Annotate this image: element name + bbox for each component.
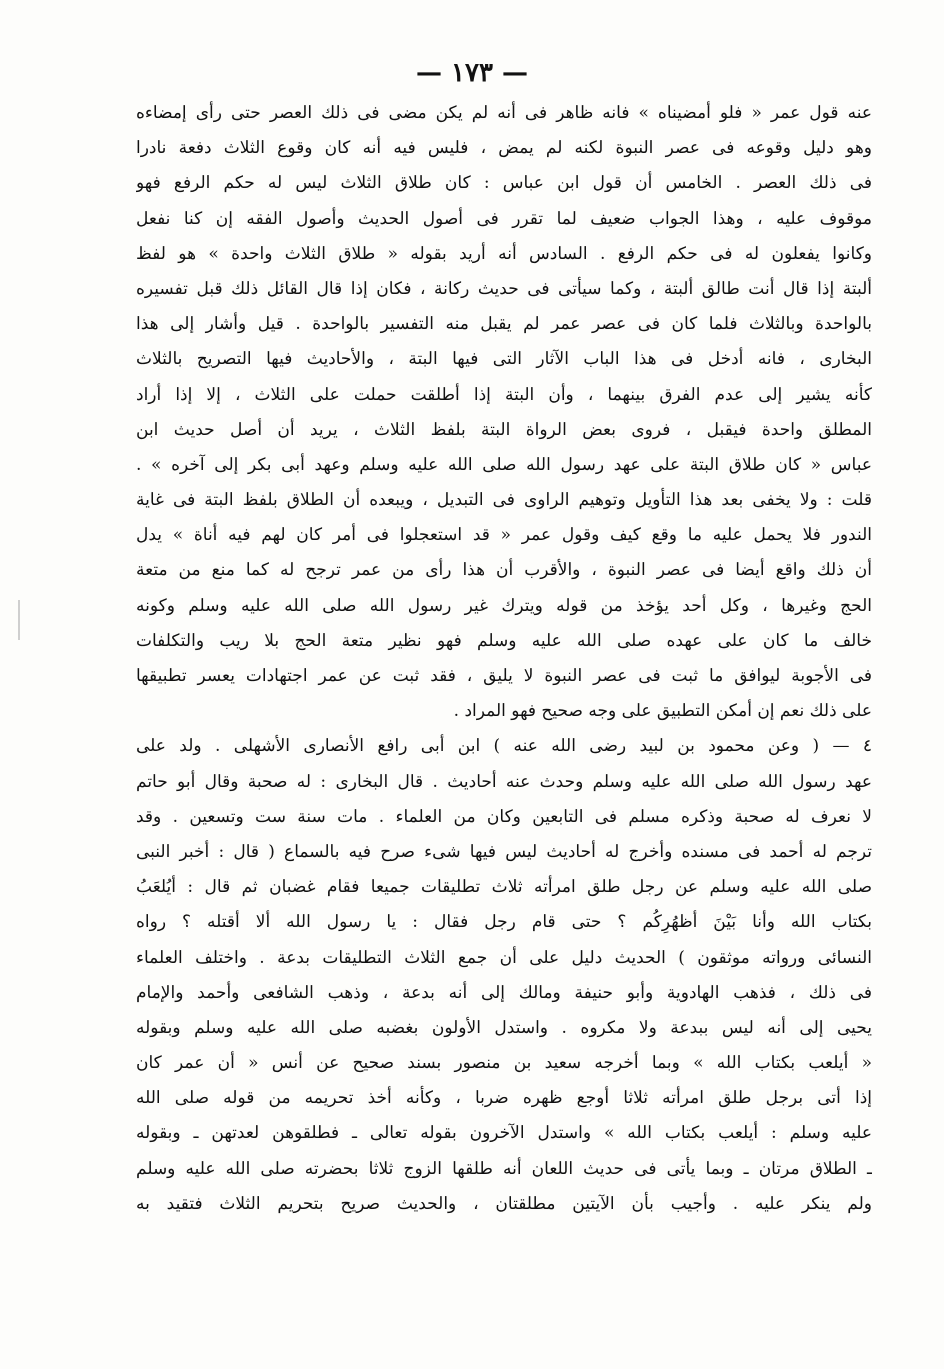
text-line: كأنه يشير إلى عدم الفرق بينهما ، وأن البتة إذا أطلقت حملت على الثلاث ، إلا إذا أراد	[136, 384, 872, 405]
text-line: المطلق واحدة فيقبل ، فروى بعض الرواة البتة بلفظ الثلاث ، يريد أن أصل حديث ابن	[136, 419, 872, 440]
text-line: وهو دليل وقوعه فى عصر النبوة لكنه لم يمض ، فليس فيه أنه كان وقوع الثلاث دفعة نادرا	[136, 138, 872, 159]
text-line: عباس « كان طلاق البتة على عهد رسول الله صلى الله عليه وسلم وعهد أبى بكر إلى آخره » .	[136, 454, 872, 475]
text-line: الحج وغيرها ، وكل أحد يؤخذ من قوله ويترك غير رسول الله صلى الله عليه وسلم وكونه	[136, 595, 872, 616]
paragraph-end-line: على ذلك نعم إن أمكن التطبيق على وجه صحيح فهو المراد .	[453, 701, 872, 722]
text-line: الندور فلا يحمل عليه ما وقع كيف وقول عمر « قد استعجلوا فى أمر كان لهم فيه أناة » يدل	[136, 525, 872, 546]
text-line: عليه وسلم : أيلعب بكتاب الله » واستدل الآخرون بقوله تعالى ـ فطلقوهن لعدتهن ـ وبقوله	[136, 1123, 872, 1144]
margin-mark	[18, 600, 20, 640]
text-line: فى ذلك العصر . الخامس أن قول ابن عباس : كان طلاق الثلاث ليس له حكم الرفع فهو	[136, 173, 872, 194]
text-line: لا نعرف له صحبة وذكره مسلم فى التابعين وكان من العلماء . مات سنة ست وتسعين . وقد	[136, 806, 872, 827]
text-line: قلت : ولا يخفى بعد هذا التأويل وتوهيم الراوى فى التبديل ، ويبعده أن الطلاق بلفظ البتة فى غاية	[136, 490, 872, 511]
text-line: النسائى ورواته موثقون ) الحديث دليل على أن جمع الثلاث التطليقات بدعة . واختلف العلماء	[136, 947, 872, 968]
text-line: وكانوا يفعلون له فى حكم الرفع . السادس أنه أريد بقوله « طلاق الثلاث واحدة » هو لفظ	[136, 243, 872, 264]
text-line: بكتاب الله وأنا بَيْنَ أظهُرِكُم ؟ حتى قام رجل فقال : يا رسول الله ألا أقتله ؟ رواه	[136, 912, 872, 933]
text-line: عهد رسول الله صلى الله عليه وسلم وحدث عنه أحاديث . قال البخارى : له صحبة وقال أبو حاتم	[136, 771, 872, 792]
text-line: يحيى إلى أنه ليس ببدعة ولا مكروه . واستدل الأولون بغضبه صلى الله عليه وسلم وبقوله	[136, 1017, 872, 1038]
text-line: فى ذلك ، فذهب الهادوية وأبو حنيفة ومالك إلى أنه بدعة ، وذهب الشافعى وأحمد والإمام	[136, 982, 872, 1003]
text-line: ألبتة إذا قال أنت طالق ألبتة ، وكما سيأتى فى حديث ركانة ، فكان إذا قال القائل ذلك قبل تفسيره	[136, 278, 872, 299]
text-line: ولم ينكر عليه . وأجيب بأن الآيتين مطلقتان ، والحديث صريح بتحريم الثلاث فتقيد به	[136, 1193, 872, 1214]
text-line: خالف ما كان على عهده صلى الله عليه وسلم فهو نظير متعة الحج بلا ريب والتكلفات	[136, 630, 872, 651]
text-line: عنه قول عمر « فلو أمضيناه » فانه ظاهر فى أنه لم يكن مضى فى ذلك العصر حتى رأى إمضاءه	[136, 103, 872, 123]
text-line: ترجم له أحمد فى مسنده وأخرج له أحاديث ليس فيها شىء صرح فيه بالسماع ( قال : أخبر النبى	[136, 841, 872, 862]
text-line: ـ الطلاق مرتان ـ وبما يأتى فى حديث اللعان أنه طلقها الزوج ثلاثا بحضرته صلى الله عليه وسلم	[136, 1158, 872, 1179]
text-line: أن ذلك واقع أيضا فى عصر النبوة ، والأقرب أن هذا رأى من عمر ترجح له كما منع من متعة	[136, 560, 872, 581]
text-line: « أيلعب بكتاب الله » وبما أخرجه سعيد بن منصور بسند صحيح عن أنس « أن عمر كان	[136, 1053, 872, 1074]
text-line: صلى الله عليه وسلم عن رجل طلق امرأته ثلاث تطليقات جميعا فقام غضبان ثم قال : أيُلعَبُ	[136, 877, 872, 898]
page-body	[136, 96, 872, 1222]
page-number: — ١٧٣ —	[415, 58, 529, 88]
text-line: بالواحدة وبالثلاث فلما كان فى عصر عمر لم يقبل منه التفسير بالواحدة . قيل وأشار إلى هذا	[136, 314, 872, 335]
text-line: موقوف عليه ، وهذا الجواب ضعيف لما تقرر فى أصول الحديث وأصول الفقه إن كنا نفعل	[136, 208, 872, 229]
text-line: فى الأجوبة ليوافق ما ثبت فى عصر النبوة لا يليق ، فقد ثبت عن عمر اجتهادات يعسر تطبيقها	[136, 666, 872, 686]
text-line: البخارى ، فانه أدخل فى هذا الباب الآثار التى فيها البتة ، والأحاديث فيها التصريح بالثلاث	[136, 349, 872, 370]
text-line: ٤ — ( وعن محمود بن لبيد رضى الله عنه ) ابن أبى رافع الأنصارى الأشهلى . ولد على	[136, 736, 872, 757]
text-line: إذا أتى برجل طلق امرأته ثلاثا أوجع ظهره ضربا ، وكأنه أخذ تحريمه من قوله صلى الله	[136, 1088, 872, 1109]
